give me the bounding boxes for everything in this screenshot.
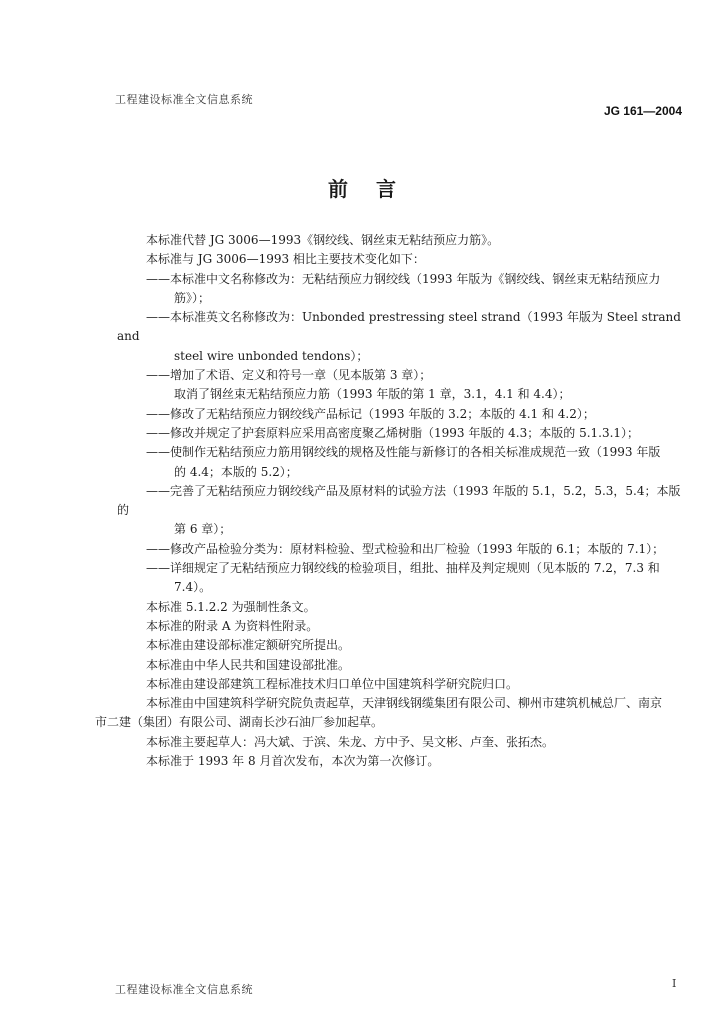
paragraph-continued: 市二建（集团）有限公司、湖南长沙石油厂参加起草。 [95,715,384,730]
paragraph: 本标准由建设部建筑工程标准技术归口单位中国建筑科学研究院归口。 [146,676,519,691]
change-item-continued: 取消了钢丝束无粘结预应力筋（1993 年版的第 1 章，3.1，4.1 和 4.4）； [174,387,571,402]
change-item: ——本标准英文名称修改为：Unbonded prestressing steel strand（1993 年版为 Steel strand and [117,310,681,344]
footer-source: 工程建设标准全文信息系统 [115,983,253,996]
standard-code: JG 161—2004 [603,104,682,118]
change-item: ——本标准中文名称修改为：无粘结预应力钢绞线（1993 年版为《钢绞线、钢丝束无粘结预应力 [146,271,661,286]
change-item-continued: 第 6 章）； [174,522,232,537]
change-item-continued: steel wire unbonded tendons）； [174,348,369,363]
document-body [95,231,689,771]
paragraph: 本标准与 JG 3006—1993 相比主要技术变化如下： [146,252,425,267]
change-item: ——完善了无粘结预应力钢绞线产品及原材料的试验方法（1993 年版的 5.1，5.2，5.3，5.4；本版的 [117,483,681,518]
header-source: 工程建设标准全文信息系统 [115,93,253,106]
paragraph: 本标准的附录 A 为资料性附录。 [146,618,319,633]
change-item: ——使制作无粘结预应力筋用钢绞线的规格及性能与新修订的各相关标准成规范一致（1993 年版 [146,445,661,460]
change-item-continued: 的 4.4；本版的 5.2）； [174,464,298,479]
paragraph: 本标准 5.1.2.2 为强制性条文。 [146,599,316,614]
paragraph: 本标准代替 JG 3006—1993《钢绞线、钢丝束无粘结预应力筋》。 [146,233,500,247]
page-number: I [672,977,677,990]
paragraph: 本标准由中国建筑科学研究院负责起草，天津钢线钢缆集团有限公司、柳州市建筑机械总厂、南京 [146,696,663,711]
paragraph: 本标准由建设部标准定额研究所提出。 [146,638,351,653]
paragraph: 本标准于 1993 年 8 月首次发布，本次为第一次修订。 [146,754,440,769]
change-item: ——修改并规定了护套原料应采用高密度聚乙烯树脂（1993 年版的 4.3；本版的 5.1.3.1）； [146,425,640,440]
change-item: ——修改了无粘结预应力钢绞线产品标记（1993 年版的 3.2；本版的 4.1 和 4.2）； [146,406,595,421]
paragraph: 本标准主要起草人：冯大斌、于滨、朱龙、方中予、吴文彬、卢奎、张拓杰。 [146,734,555,749]
change-item-continued: 7.4）。 [174,580,212,595]
change-item: ——详细规定了无粘结预应力钢绞线的检验项目，组批、抽样及判定规则（见本版的 7.2，7.3 和 [146,561,660,576]
change-item: ——增加了术语、定义和符号一章（见本版第 3 章）； [146,368,432,383]
change-item-continued: 筋》）； [174,290,211,305]
change-item: ——修改产品检验分类为：原材料检验、型式检验和出厂检验（1993 年版的 6.1；本版的 7.1）； [146,541,665,556]
paragraph: 本标准由中华人民共和国建设部批准。 [146,657,351,672]
page-title: 前言 [328,177,424,201]
